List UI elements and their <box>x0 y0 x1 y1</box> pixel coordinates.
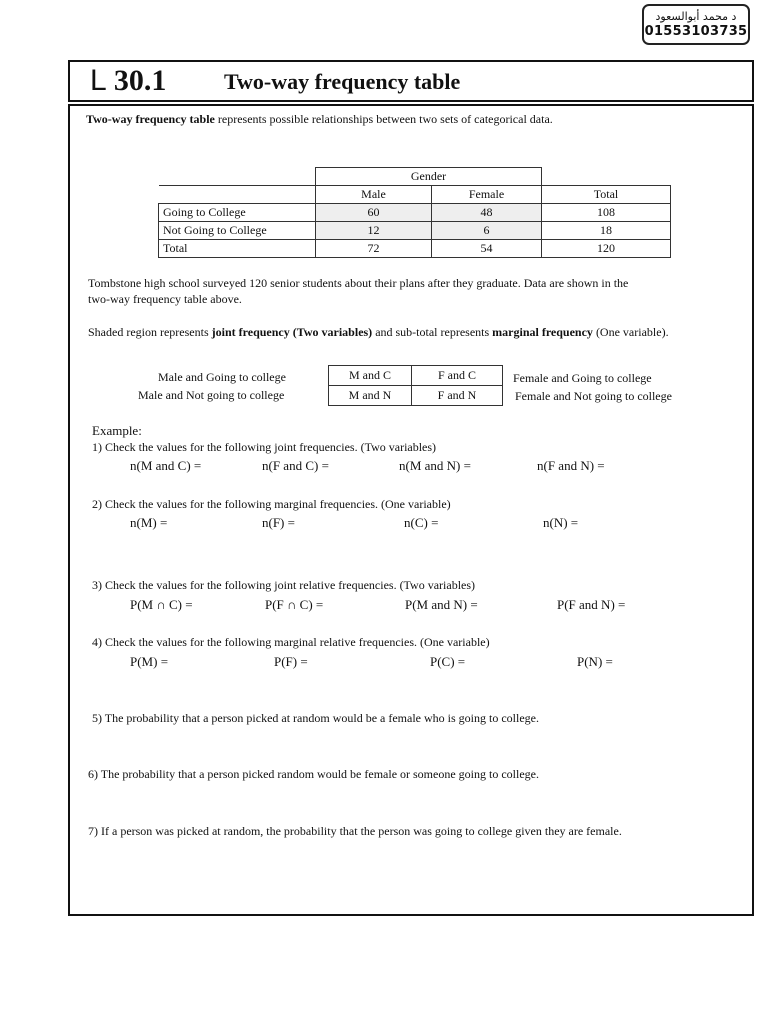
lesson-code <box>90 62 166 100</box>
author-phone: 01553103735 <box>644 24 748 39</box>
gender-header: Gender <box>316 168 542 186</box>
table-cell: 18 <box>542 222 671 240</box>
cell-f-and-c: F and C <box>412 366 503 386</box>
q2-item-4: n(N) = <box>543 515 579 530</box>
intro-bold: Two-way frequency table <box>86 112 215 126</box>
example-heading: Example: <box>92 423 142 438</box>
q1-item-3: n(M and N) = <box>399 458 471 473</box>
col-male: Male <box>316 186 432 204</box>
table-row <box>159 204 671 222</box>
question-7: 7) If a person was picked at random, the probability that the person was going to college given they are female. <box>88 824 622 838</box>
table-row <box>159 222 671 240</box>
table-cell: 6 <box>432 222 542 240</box>
table-cell: 72 <box>316 240 432 258</box>
lesson-title-box <box>68 60 754 102</box>
shaded-explanation: Shaded region represents joint frequency (Two variables) and sub-total represents marginal frequency (One variable). <box>88 325 669 339</box>
label-female-college: Female and Going to college <box>513 371 652 385</box>
cell-m-and-c: M and C <box>329 366 412 386</box>
q1-item-1: n(M and C) = <box>130 458 202 473</box>
intro-rest: represents possible relationships between two sets of categorical data. <box>214 112 553 126</box>
table-cell: 60 <box>316 204 432 222</box>
table-cell: 54 <box>432 240 542 258</box>
survey-line-2: two-way frequency table above. <box>88 292 242 306</box>
table-row <box>159 240 671 258</box>
q3-item-2: P(F ∩ C) = <box>265 597 324 612</box>
label-male-not-college: Male and Not going to college <box>138 388 285 402</box>
question-1: 1) Check the values for the following joint frequencies. (Two variables) <box>92 440 437 454</box>
q3-item-3: P(M and N) = <box>405 597 478 612</box>
lesson-letter: L <box>90 64 106 97</box>
question-4: 4) Check the values for the following marginal relative frequencies. (One variable) <box>92 635 490 649</box>
question-2: 2) Check the values for the following marginal frequencies. (One variable) <box>92 497 451 511</box>
cell-m-and-n: M and N <box>329 386 412 406</box>
q3-item-1: P(M ∩ C) = <box>130 597 193 612</box>
joint-labels-table <box>328 365 503 406</box>
label-male-college: Male and Going to college <box>158 370 286 384</box>
col-total: Total <box>542 186 671 204</box>
survey-line-1: Tombstone high school surveyed 120 senior students about their plans after they graduate. Data are shown in the <box>88 276 629 290</box>
row-label: Going to College <box>159 204 316 222</box>
q2-item-3: n(C) = <box>404 515 439 530</box>
q3-item-4: P(F and N) = <box>557 597 626 612</box>
table-cell: 108 <box>542 204 671 222</box>
table-cell: 12 <box>316 222 432 240</box>
question-3: 3) Check the values for the following joint relative frequencies. (Two variables) <box>92 578 476 592</box>
cell-f-and-n: F and N <box>412 386 503 406</box>
label-female-not-college: Female and Not going to college <box>515 389 672 403</box>
q1-item-4: n(F and N) = <box>537 458 605 473</box>
author-stamp <box>642 4 750 45</box>
table-cell: 120 <box>542 240 671 258</box>
q4-item-3: P(C) = <box>430 654 466 669</box>
col-female: Female <box>432 186 542 204</box>
question-5: 5) The probability that a person picked at random would be a female who is going to college. <box>92 711 539 725</box>
q1-item-2: n(F and C) = <box>262 458 329 473</box>
frequency-table <box>158 167 671 258</box>
table-header-row <box>159 186 671 204</box>
question-6: 6) The probability that a person picked random would be female or someone going to college. <box>88 767 539 781</box>
q4-item-4: P(N) = <box>577 654 613 669</box>
q2-item-1: n(M) = <box>130 515 168 530</box>
q4-item-1: P(M) = <box>130 654 169 669</box>
author-name: د محمد أبوالسعود <box>655 10 737 23</box>
row-label: Total <box>159 240 316 258</box>
q4-item-2: P(F) = <box>274 654 308 669</box>
q2-item-2: n(F) = <box>262 515 295 530</box>
page-title: Two-way frequency table <box>224 69 461 94</box>
table-gender-row <box>159 168 671 186</box>
lesson-number: 30.1 <box>113 64 167 97</box>
table-cell: 48 <box>432 204 542 222</box>
row-label: Not Going to College <box>159 222 316 240</box>
intro-text <box>86 111 553 127</box>
